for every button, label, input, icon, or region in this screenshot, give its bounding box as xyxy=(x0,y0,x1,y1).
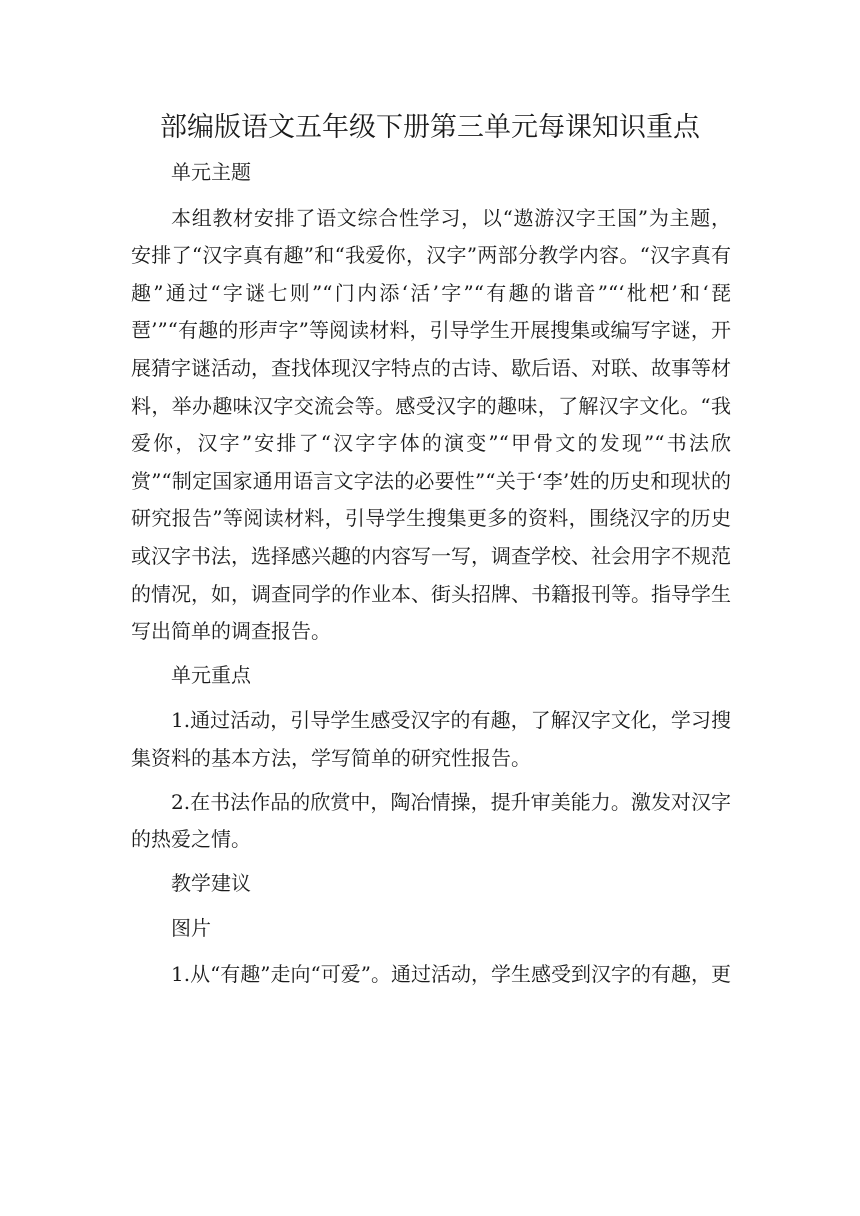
document-title: 部编版语文五年级下册第三单元每课知识重点 xyxy=(160,112,700,143)
document-body xyxy=(131,154,731,999)
section-heading-advice: 教学建议 xyxy=(171,870,251,895)
section-heading-theme: 单元主题 xyxy=(171,160,251,184)
picture-label: 图片 xyxy=(171,916,211,941)
theme-paragraph: 本组教材安排了语文综合性学习，以“遨游汉字王国”为主题，安排了“汉字真有趣”和“我爱你，汉字”两部分教学内容。“汉字真有趣”通过“字谜七则”“门内添‘活’字”“有趣的谐音”“‘枇杷’和‘琵琶’”“有趣的形声字”等阅读材料，引导学生开展搜集或编写字谜，开展猜字谜活动，查找体现汉字特点的古诗、歇后语、对联、故事等材料，举办趣味汉字交流会等。感受汉字的趣味，了解汉字文化。“我爱你，汉字”安排了“汉字字体的演变”“甲骨文的发现”“书法欣赏”“制定国家通用语言文字法的必要性”“关于‘李’姓的历史和现状的研究报告”等阅读材料，引导学生搜集更多的资料，围绕汉字的历史或汉字书法，选择感兴趣的内容写一写，调查学校、社会用字不规范的情况，如，调查同学的作业本、街头招牌、书籍报刊等。指导学生写出简单的调查报告。 xyxy=(131,205,731,644)
focus-item-1: 1.通过活动，引导学生感受汉字的有趣，了解汉字文化，学习搜集资料的基本方法，学写简单的研究性报告。 xyxy=(131,708,731,770)
section-heading-focus: 单元重点 xyxy=(171,662,251,687)
focus-item-2: 2.在书法作品的欣赏中，陶冶情操，提升审美能力。激发对汉字的热爱之情。 xyxy=(131,789,731,852)
advice-item-1: 1.从“有趣”走向“可爱”。通过活动，学生感受到汉字的有趣，更 xyxy=(171,961,731,986)
